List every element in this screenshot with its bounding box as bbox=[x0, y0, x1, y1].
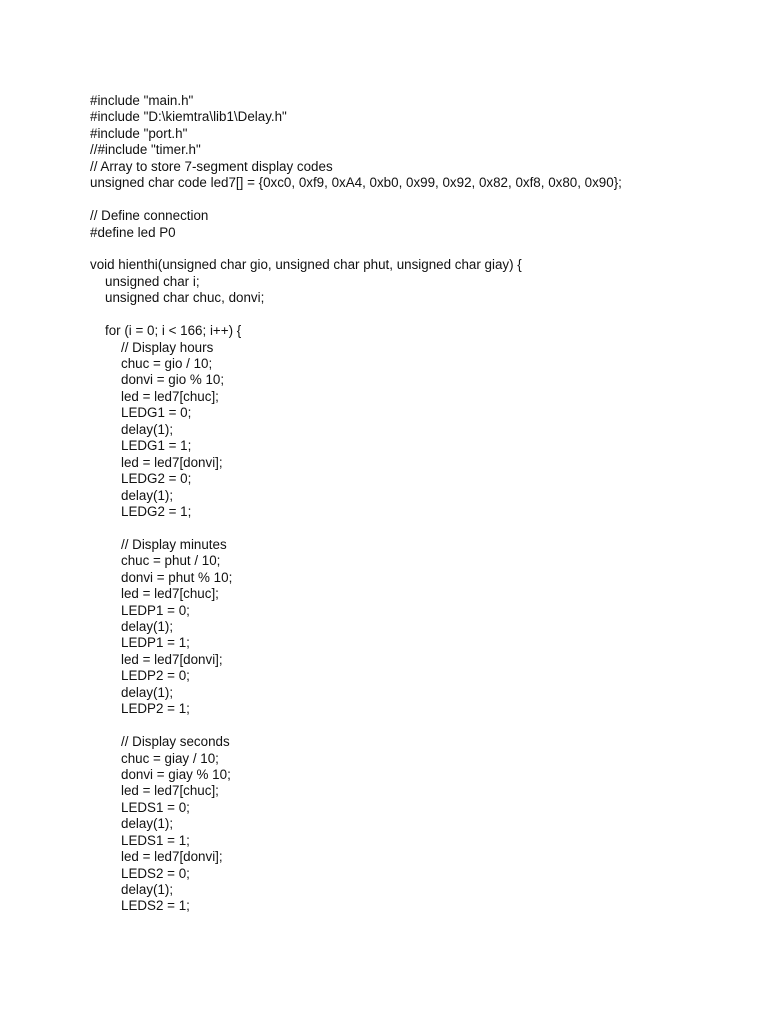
code-line: // Display seconds bbox=[121, 734, 230, 750]
code-line: led = led7[chuc]; bbox=[121, 586, 219, 602]
code-line: LEDP2 = 1; bbox=[121, 701, 190, 717]
blank-line bbox=[90, 718, 750, 734]
code-line: delay(1); bbox=[121, 619, 174, 634]
code-line: donvi = phut % 10; bbox=[121, 569, 233, 585]
code-line: LEDS1 = 0; bbox=[121, 799, 190, 815]
code-line: LEDG1 = 0; bbox=[121, 405, 192, 421]
code-line: // Display minutes bbox=[121, 536, 227, 552]
code-line: delay(1); bbox=[121, 421, 174, 437]
code-line: LEDG2 = 0; bbox=[121, 471, 192, 487]
code-line: delay(1); bbox=[121, 487, 174, 503]
code-line: for (i = 0; i < 166; i++) { bbox=[105, 323, 242, 339]
code-line: delay(1); bbox=[121, 882, 174, 897]
code-line: void hienthi(unsigned char gio, unsigned char phut, unsigned char giay) { bbox=[90, 257, 522, 273]
code-line: LEDP2 = 0; bbox=[121, 668, 190, 684]
code-line: donvi = gio % 10; bbox=[121, 372, 225, 388]
code-line: LEDS2 = 0; bbox=[121, 865, 190, 881]
code-line: unsigned char code led7[] = {0xc0, 0xf9, 0xA4, 0xb0, 0x99, 0x92, 0x82, 0xf8, 0x80, 0x90}; bbox=[90, 175, 622, 191]
code-line: LEDS1 = 1; bbox=[121, 832, 190, 848]
blank-line bbox=[90, 520, 750, 536]
code-line: led = led7[donvi]; bbox=[121, 454, 223, 470]
code-line: //#include "timer.h" bbox=[90, 142, 201, 158]
code-line: LEDG1 = 1; bbox=[121, 438, 192, 454]
code-line: led = led7[donvi]; bbox=[121, 849, 223, 865]
code-line: #include "D:\kiemtra\lib1\Delay.h" bbox=[90, 109, 287, 125]
blank-line bbox=[90, 241, 750, 257]
code-line: unsigned char i; bbox=[105, 273, 200, 289]
code-line: chuc = gio / 10; bbox=[121, 356, 213, 371]
code-line: LEDG2 = 1; bbox=[121, 503, 192, 519]
code-line: // Display hours bbox=[121, 339, 214, 355]
blank-line bbox=[90, 307, 750, 323]
code-line: LEDP1 = 1; bbox=[121, 635, 190, 651]
code-line: chuc = giay / 10; bbox=[121, 750, 219, 766]
code-line: unsigned char chuc, donvi; bbox=[105, 290, 265, 306]
code-line: // Define connection bbox=[90, 208, 209, 224]
code-line: #define led P0 bbox=[90, 224, 176, 240]
code-line: #include "port.h" bbox=[90, 125, 188, 141]
blank-line bbox=[90, 192, 750, 208]
code-line: delay(1); bbox=[121, 816, 174, 832]
code-line: // Array to store 7-segment display codes bbox=[90, 158, 333, 174]
code-line: donvi = giay % 10; bbox=[121, 766, 231, 782]
code-line: #include "main.h" bbox=[90, 93, 194, 108]
code-line: chuc = phut / 10; bbox=[121, 553, 221, 569]
code-line: delay(1); bbox=[121, 684, 174, 700]
code-line: led = led7[chuc]; bbox=[121, 388, 219, 404]
code-line: LEDS2 = 1; bbox=[121, 898, 190, 914]
code-line: LEDP1 = 0; bbox=[121, 602, 190, 618]
code-listing bbox=[90, 93, 750, 915]
code-line: led = led7[donvi]; bbox=[121, 651, 223, 667]
code-line: led = led7[chuc]; bbox=[121, 783, 219, 799]
